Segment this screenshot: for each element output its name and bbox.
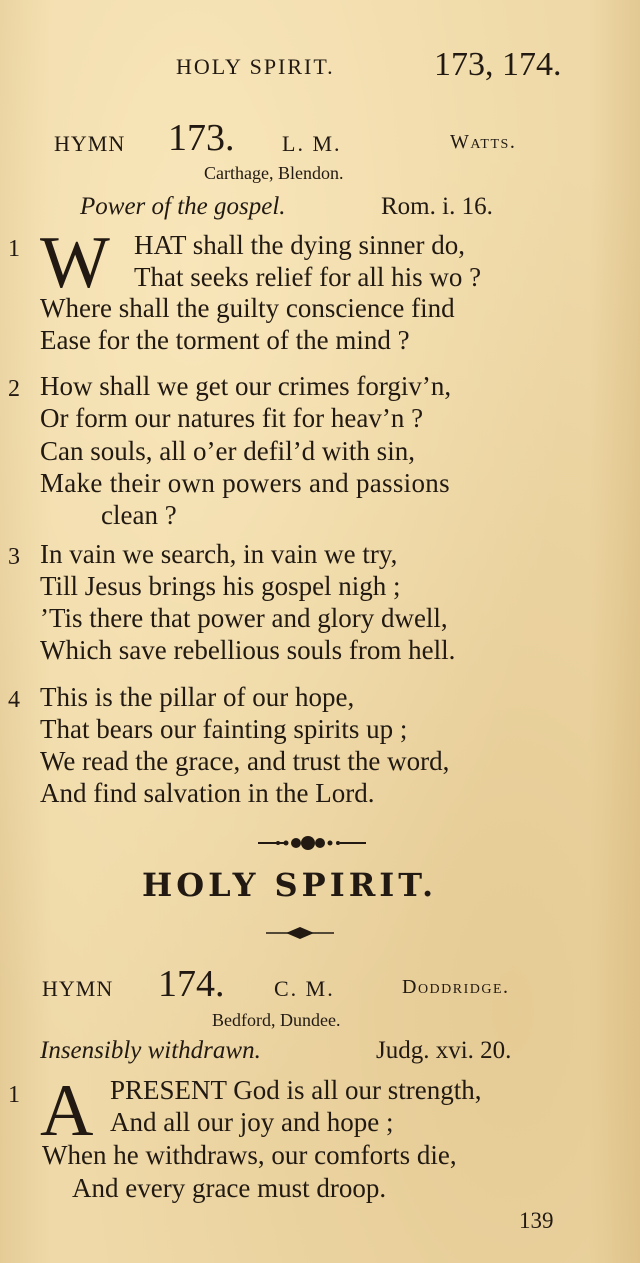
verse-line: In vain we search, in vain we try, <box>40 539 398 569</box>
verse-line: Make their own powers and passions <box>40 468 450 498</box>
hymn-173-topic: Power of the gospel. <box>80 193 286 220</box>
drop-cap: A <box>40 1070 94 1152</box>
verse-number: 1 <box>8 236 20 262</box>
verse-line: Which save rebellious souls from hell. <box>40 635 456 665</box>
verse-line: And all our joy and hope ; <box>110 1107 394 1137</box>
hymn-173-number: 173. <box>168 117 235 159</box>
hymn-range: 173, 174. <box>434 46 562 83</box>
hymn-174-meter: C. M. <box>274 976 335 1001</box>
verse-number: 2 <box>8 376 20 402</box>
hymn-174-reference: Judg. xvi. 20. <box>376 1037 512 1064</box>
verse-line: This is the pillar of our hope, <box>40 682 355 712</box>
verse-line: Can souls, all o’er defil’d with sin, <box>40 436 415 466</box>
page-number: 139 <box>519 1208 554 1233</box>
hymn-173-author: Watts. <box>450 131 517 153</box>
verse-line: We read the grace, and trust the word, <box>40 746 450 776</box>
verse-line: Or form our natures fit for heav’n ? <box>40 403 424 433</box>
verse-line: How shall we get our crimes forgiv’n, <box>40 371 452 401</box>
drop-cap: W <box>40 222 110 304</box>
verse-line: Where shall the guilty conscience find <box>40 293 455 323</box>
verse-line: And every grace must droop. <box>72 1173 387 1203</box>
hymn-173-reference: Rom. i. 16. <box>381 193 493 220</box>
running-head: HOLY SPIRIT. <box>176 54 335 79</box>
verse-line: When he withdraws, our comforts die, <box>42 1140 457 1170</box>
verse-number: 3 <box>8 544 20 570</box>
hymn-173-label: HYMN <box>54 131 126 156</box>
verse-line: That seeks relief for all his wo ? <box>134 262 482 292</box>
verse-line: That bears our fainting spirits up ; <box>40 714 408 744</box>
verse-line: HAT shall the dying sinner do, <box>134 230 465 260</box>
verse-line: ’Tis there that power and glory dwell, <box>40 603 448 633</box>
hymn-174-topic: Insensibly withdrawn. <box>40 1037 261 1064</box>
verse-line: And find salvation in the Lord. <box>40 778 375 808</box>
hymn-174-number: 174. <box>158 963 225 1005</box>
rule-ornament <box>264 924 336 942</box>
hymn-174-author: Doddridge. <box>402 976 510 998</box>
hymn-173-meter: L. M. <box>282 131 342 156</box>
verse-line: Till Jesus brings his gospel nigh ; <box>40 571 401 601</box>
fleuron-ornament <box>256 832 376 854</box>
hymn-174-tunes: Bedford, Dundee. <box>212 1010 341 1030</box>
section-title: HOLY SPIRIT. <box>142 866 438 904</box>
hymn-173-tunes: Carthage, Blendon. <box>204 163 344 183</box>
verse-line: Ease for the torment of the mind ? <box>40 325 410 355</box>
hymn-174-label: HYMN <box>42 976 114 1001</box>
verse-line: PRESENT God is all our strength, <box>110 1075 482 1105</box>
verse-number: 1 <box>8 1082 20 1108</box>
verse-line: clean ? <box>101 500 177 530</box>
verse-number: 4 <box>8 687 20 713</box>
